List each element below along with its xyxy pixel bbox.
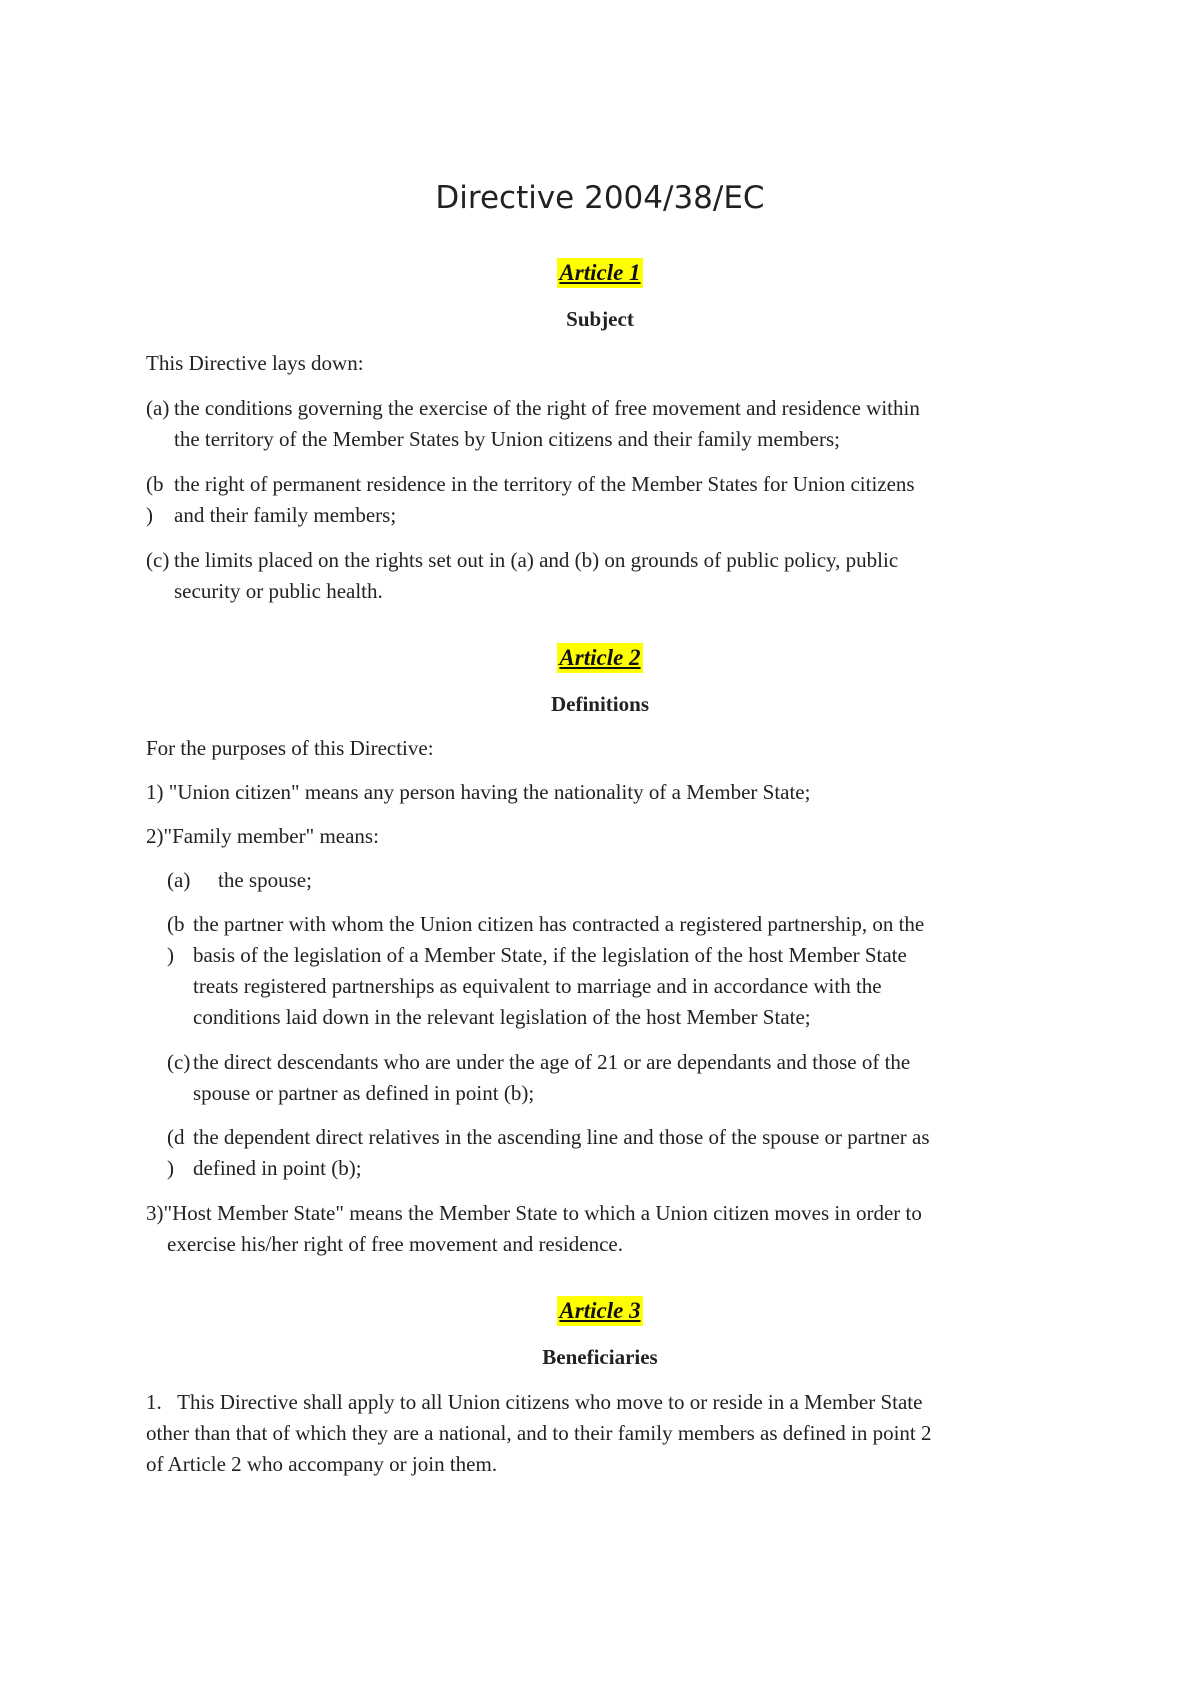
article-3-point-1-line2: other than that of which they are a national, and to their family members as defined in point 2: [146, 1421, 932, 1445]
article-2-heading: [0, 643, 1200, 673]
article-2-intro: For the purposes of this Directive:: [146, 736, 434, 760]
article-2-b-label-close: ): [167, 943, 174, 967]
article-2-b-line2: basis of the legislation of a Member State, if the legislation of the host Member State: [193, 943, 907, 967]
article-1-subject: Subject: [566, 307, 634, 331]
article-2-c-label: (c): [167, 1050, 191, 1074]
article-1-b-line1: the right of permanent residence in the territory of the Member States for Union citizens: [174, 472, 915, 496]
article-3-point-1-line1: 1. This Directive shall apply to all Union citizens who move to or reside in a Member State: [146, 1390, 923, 1414]
article-2-point-2: 2)"Family member" means:: [146, 824, 379, 848]
article-1-intro: This Directive lays down:: [146, 351, 364, 375]
article-1-b-label-close: ): [146, 503, 153, 527]
article-1-b-label: (b: [146, 472, 164, 496]
article-2-subject: Definitions: [550, 692, 649, 716]
article-1-a-label: (a): [146, 396, 170, 420]
article-1-c-label: (c): [146, 548, 170, 572]
article-2-b-line4: conditions laid down in the relevant legislation of the host Member State;: [193, 1005, 811, 1029]
article-1-a-line1: [174, 394, 1062, 422]
article-1-c-line2: security or public health.: [174, 579, 383, 603]
article-2-a-text: the spouse;: [218, 868, 312, 892]
article-3-heading-text: Article 3: [557, 1296, 642, 1326]
article-2-d-line2: defined in point (b);: [193, 1156, 362, 1180]
article-1-heading-text: Article 1: [557, 258, 642, 288]
article-2-b-label: (b: [167, 912, 185, 936]
article-2-d-label: (d: [167, 1125, 185, 1149]
article-2-point-3-line2: exercise his/her right of free movement and residence.: [167, 1232, 623, 1256]
article-1-a-line2: the territory of the Member States by Union citizens and their family members;: [174, 427, 840, 451]
article-2-c-line1: the direct descendants who are under the age of 21 or are dependants and those of the: [193, 1050, 911, 1074]
article-1-b-line2: and their family members;: [174, 503, 397, 527]
article-1-a-line1-text: the conditions governing the exercise of the right of free movement and residence within: [174, 396, 920, 420]
article-2-d-label-close: ): [167, 1156, 174, 1180]
article-3-subject: Beneficiaries: [542, 1345, 658, 1369]
article-2-b-line3: treats registered partnerships as equivalent to marriage and in accordance with the: [193, 974, 882, 998]
article-2-heading-text: Article 2: [557, 643, 642, 673]
article-2-c-line2: spouse or partner as defined in point (b);: [193, 1081, 535, 1105]
article-2-point-3-line1: 3)"Host Member State" means the Member State to which a Union citizen moves in order to: [146, 1201, 922, 1225]
article-3-heading: [0, 1296, 1200, 1326]
article-1-heading: [0, 258, 1200, 288]
article-2-b-line1: the partner with whom the Union citizen has contracted a registered partnership, on the: [193, 912, 925, 936]
article-2-d-line1: the dependent direct relatives in the ascending line and those of the spouse or partner as: [193, 1125, 930, 1149]
article-3-point-1-line3: of Article 2 who accompany or join them.: [146, 1452, 498, 1476]
article-1-c-line1: the limits placed on the rights set out in (a) and (b) on grounds of public policy, public: [174, 548, 899, 572]
article-2-a-label: (a): [167, 868, 191, 892]
document-title: Directive 2004/38/EC: [435, 180, 765, 216]
article-2-point-1: 1) "Union citizen" means any person having the nationality of a Member State;: [146, 780, 811, 804]
